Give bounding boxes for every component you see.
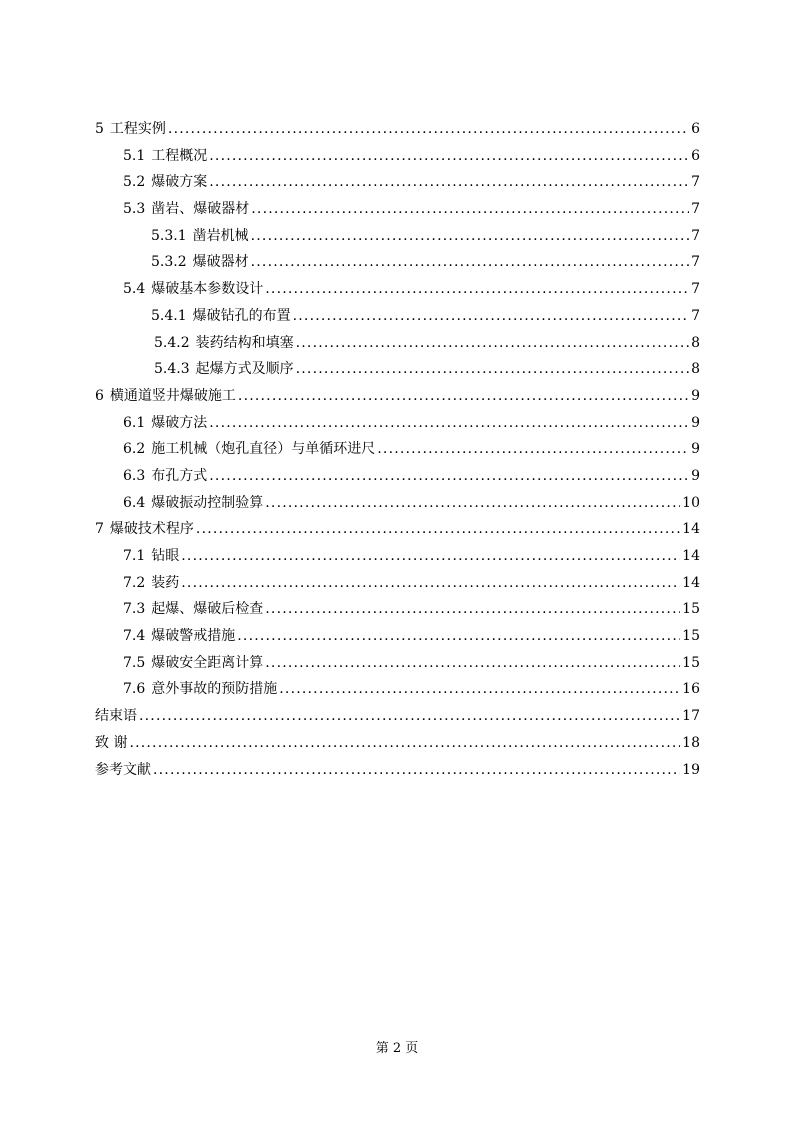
toc-entry-title: 爆破技术程序 (109, 521, 194, 538)
toc-entry[interactable] (95, 143, 700, 170)
toc-entry-number: 7.2 (123, 574, 146, 591)
toc-dot-leader (293, 303, 689, 330)
toc-entry-number: 7.3 (123, 601, 146, 618)
toc-entry[interactable] (95, 436, 700, 463)
toc-entry-number: 7.1 (123, 548, 146, 564)
toc-entry-title: 致 谢 (95, 734, 128, 751)
toc-dot-leader (209, 143, 689, 170)
table-of-contents (95, 116, 700, 783)
toc-entry-number: 5.1 (123, 147, 146, 164)
toc-entry-page-number: 19 (682, 761, 700, 778)
page-footer (0, 1037, 794, 1056)
toc-dot-leader (237, 623, 680, 650)
toc-entry-title: 爆破基本参数设计 (151, 281, 264, 298)
toc-entry-number: 7.5 (123, 654, 146, 671)
toc-entry-title: 装药 (151, 574, 180, 591)
toc-entry-number: 6.1 (123, 414, 146, 431)
toc-entry-title: 装药结构和填塞 (195, 334, 294, 351)
toc-entry-page-number: 16 (682, 681, 700, 698)
toc-entry-page-number: 14 (682, 548, 700, 564)
toc-dot-leader (251, 196, 689, 223)
toc-entry-page-number: 7 (691, 174, 700, 191)
toc-dot-leader (139, 703, 680, 730)
toc-entry-number: 5.4.1 (151, 307, 187, 324)
toc-entry-page-number: 18 (682, 734, 700, 751)
toc-dot-leader (251, 249, 689, 276)
toc-entry[interactable] (95, 703, 700, 730)
page-number-label: 第 2 页 (375, 1041, 419, 1056)
toc-entry-title: 施工机械（炮孔直径）与单循环进尺 (151, 441, 376, 458)
toc-entry[interactable] (95, 410, 700, 437)
toc-dot-leader (168, 116, 689, 143)
toc-entry-page-number: 14 (682, 574, 700, 591)
toc-entry-title: 起爆、爆破后检查 (151, 601, 264, 618)
toc-entry[interactable] (95, 623, 700, 650)
toc-entry-number: 5.4.2 (154, 334, 190, 351)
toc-entry-title: 凿岩机械 (192, 227, 249, 244)
toc-dot-leader (181, 543, 680, 570)
toc-entry-title: 爆破器材 (192, 254, 249, 271)
toc-entry[interactable] (95, 650, 700, 677)
toc-entry[interactable] (95, 490, 700, 517)
toc-entry[interactable] (95, 757, 700, 784)
toc-entry-page-number: 15 (682, 628, 700, 645)
toc-entry-title: 爆破警戒措施 (151, 628, 236, 645)
toc-entry[interactable] (95, 463, 700, 490)
toc-entry-number: 6.3 (123, 467, 146, 484)
toc-entry-number: 5.3.2 (151, 254, 187, 271)
toc-entry-number: 7.4 (123, 628, 146, 645)
toc-entry-title: 爆破安全距离计算 (151, 654, 264, 671)
toc-entry-page-number: 9 (691, 387, 700, 404)
toc-entry[interactable] (95, 676, 700, 703)
toc-entry-page-number: 6 (691, 121, 700, 137)
toc-entry-number: 5 (95, 121, 104, 137)
toc-entry-page-number: 8 (691, 361, 700, 378)
toc-dot-leader (265, 276, 689, 303)
toc-entry-page-number: 7 (691, 307, 700, 324)
toc-dot-leader (265, 490, 680, 517)
toc-entry-title: 起爆方式及顺序 (195, 361, 294, 378)
toc-entry-number: 6 (95, 387, 104, 404)
toc-entry-title: 意外事故的预防措施 (151, 681, 278, 698)
toc-entry-page-number: 7 (691, 201, 700, 218)
toc-entry[interactable] (95, 196, 700, 223)
toc-entry-page-number: 15 (682, 654, 700, 671)
toc-entry-title: 凿岩、爆破器材 (151, 201, 250, 218)
toc-entry-title: 爆破方案 (151, 174, 208, 191)
toc-dot-leader (296, 356, 689, 383)
toc-entry[interactable] (95, 730, 700, 757)
toc-dot-leader (209, 463, 689, 490)
toc-entry[interactable] (95, 116, 700, 143)
toc-entry[interactable] (95, 276, 700, 303)
toc-entry-title: 爆破振动控制验算 (151, 494, 264, 511)
toc-entry[interactable] (95, 303, 700, 330)
toc-dot-leader (265, 596, 680, 623)
toc-entry-title: 结束语 (95, 708, 137, 725)
toc-dot-leader (209, 169, 689, 196)
toc-dot-leader (196, 516, 680, 543)
toc-entry-number: 7.6 (123, 681, 146, 698)
toc-entry[interactable] (95, 330, 700, 357)
toc-entry[interactable] (95, 356, 700, 383)
toc-dot-leader (296, 330, 689, 357)
toc-entry-number: 6.4 (123, 494, 146, 511)
toc-entry-title: 爆破方法 (151, 414, 208, 431)
toc-entry-number: 5.3 (123, 201, 146, 218)
toc-entry-page-number: 8 (691, 334, 700, 351)
toc-entry[interactable] (95, 543, 700, 570)
toc-dot-leader (377, 436, 689, 463)
toc-dot-leader (279, 676, 680, 703)
toc-dot-leader (153, 757, 680, 784)
toc-dot-leader (129, 730, 680, 757)
toc-entry[interactable] (95, 169, 700, 196)
toc-entry-page-number: 15 (682, 601, 700, 618)
toc-entry-page-number: 9 (691, 467, 700, 484)
toc-entry-number: 7 (95, 521, 104, 538)
toc-entry-page-number: 17 (682, 708, 700, 725)
toc-entry-number: 5.4 (123, 281, 146, 298)
toc-entry-page-number: 14 (682, 521, 700, 538)
toc-entry[interactable] (95, 223, 700, 250)
toc-entry-number: 5.2 (123, 174, 146, 191)
toc-dot-leader (209, 410, 689, 437)
toc-entry-title: 布孔方式 (151, 467, 208, 484)
toc-entry-title: 参考文献 (95, 761, 151, 778)
toc-dot-leader (265, 650, 680, 677)
toc-entry[interactable] (95, 249, 700, 276)
toc-entry-title: 工程概况 (151, 147, 208, 164)
toc-entry[interactable] (95, 596, 700, 623)
toc-entry-page-number: 9 (691, 441, 700, 458)
toc-entry-title: 工程实例 (109, 121, 166, 137)
toc-dot-leader (181, 570, 680, 597)
toc-entry-title: 爆破钻孔的布置 (192, 307, 291, 324)
toc-entry-page-number: 9 (691, 414, 700, 431)
toc-entry-page-number: 6 (691, 147, 700, 164)
toc-entry[interactable] (95, 383, 700, 410)
toc-entry-page-number: 10 (682, 494, 700, 511)
toc-entry-page-number: 7 (691, 227, 700, 244)
toc-entry-title: 横通道竖井爆破施工 (109, 387, 236, 404)
toc-dot-leader (238, 383, 689, 410)
toc-entry-page-number: 7 (691, 254, 700, 271)
toc-entry[interactable] (95, 516, 700, 543)
toc-entry[interactable] (95, 570, 700, 597)
toc-dot-leader (251, 223, 689, 250)
toc-entry-number: 6.2 (123, 441, 146, 458)
toc-entry-page-number: 7 (691, 281, 700, 298)
toc-entry-number: 5.3.1 (151, 227, 187, 244)
toc-entry-title: 钻眼 (151, 548, 180, 564)
toc-entry-number: 5.4.3 (154, 361, 190, 378)
